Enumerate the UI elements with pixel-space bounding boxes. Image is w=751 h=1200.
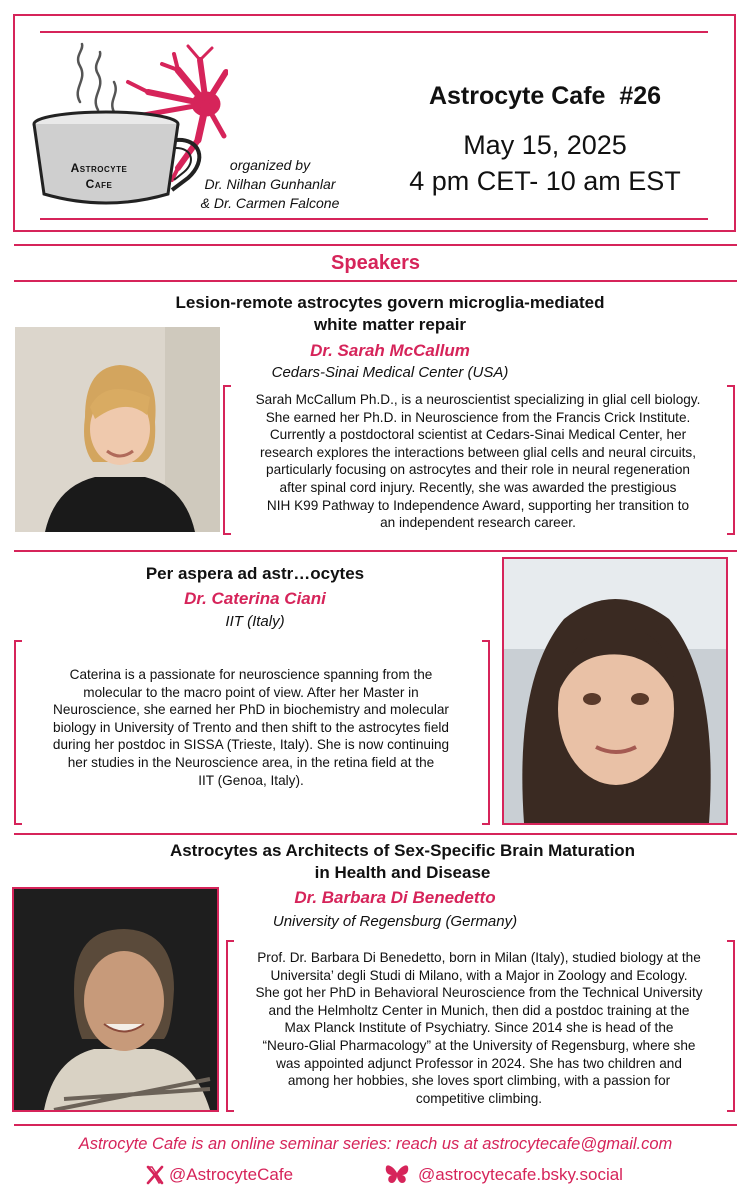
speaker-1-title-line-1: Lesion-remote astrocytes govern microglia-mediated xyxy=(175,293,605,312)
speakers-top-rule xyxy=(14,244,737,246)
speaker-3-talk-title xyxy=(100,840,705,884)
speaker-3-bio-line: was appointed adjunct Professor in 2024. She has two children and xyxy=(276,1055,682,1071)
divider-2 xyxy=(14,833,737,835)
speaker-1-bio-line: She earned her Ph.D. in Neuroscience from the Francis Crick Institute. xyxy=(265,409,691,425)
speaker-2-name: Dr. Caterina Ciani xyxy=(184,589,326,608)
speaker-2-photo xyxy=(502,557,728,825)
organized-by-label: organized by xyxy=(229,157,311,173)
speaker-2-bio-line: during her postdoc in SISSA (Trieste, Italy). She is now continuing xyxy=(52,737,450,753)
speaker-3-name: Dr. Barbara Di Benedetto xyxy=(294,888,496,907)
footer-tagline: Astrocyte Cafe is an online seminar series: reach us at astrocytecafe@gmail.com xyxy=(78,1135,673,1153)
header-bottom-rule xyxy=(40,218,708,220)
header-top-rule xyxy=(40,31,708,33)
speaker-1-photo xyxy=(15,327,220,532)
speaker-3-bio-bracket-right xyxy=(727,940,735,1112)
event-title: Astrocyte Cafe #26 xyxy=(428,82,662,110)
x-handle-link[interactable] xyxy=(145,1162,293,1188)
organizer-2: & Dr. Carmen Falcone xyxy=(200,195,340,211)
organizer-1: Dr. Nilhan Gunhanlar xyxy=(204,176,336,192)
speaker-2-bio xyxy=(22,666,480,789)
speaker-3-bio-line: Prof. Dr. Barbara Di Benedetto, born in Milan (Italy), studied biology at the xyxy=(257,950,701,965)
bsky-handle: @astrocytecafe.bsky.social xyxy=(418,1165,623,1184)
speaker-3-title-line-1: Astrocytes as Architects of Sex-Specific Brain Maturation xyxy=(169,841,636,860)
speaker-1-bio-line: research explores the interactions between glial cells and neural circuits, xyxy=(260,444,696,460)
speaker-1-bio-line: Currently a postdoctoral scientist at Cedars-Sinai Medical Center, her xyxy=(269,427,687,443)
speaker-3-bio-line: competitive climbing. xyxy=(415,1090,543,1106)
speaker-3-photo xyxy=(12,887,219,1112)
speaker-3-bio-line: and the Helmholtz Center in Munich, then did a postdoc training at the xyxy=(268,1002,690,1018)
x-logo-icon xyxy=(145,1165,165,1185)
speaker-2-affiliation: IIT (Italy) xyxy=(225,613,285,630)
speaker-2-bio-line: IIT (Genoa, Italy). xyxy=(198,772,304,788)
speaker-1-affiliation: Cedars-Sinai Medical Center (USA) xyxy=(271,364,509,381)
speaker-3-bio-line: “Neuro-Glial Pharmacology” at the University of Regensburg, where she xyxy=(262,1037,696,1053)
footer-rule xyxy=(14,1124,737,1126)
organizers-block xyxy=(190,156,350,213)
speaker-3-bio-line: Max Planck Institute of Psychiatry. Since 2014 she is head of the xyxy=(284,1020,674,1036)
speaker-1-bio-line: Sarah McCallum Ph.D., is a neuroscientist specializing in glial cell biology. xyxy=(255,392,701,407)
speaker-3-bio-line: among her hobbies, she loves sport climbing, with a passion for xyxy=(287,1073,671,1089)
x-handle: @AstrocyteCafe xyxy=(169,1165,294,1184)
speaker-2-bio-line: biology in University of Trento and then shift to the astrocytes field xyxy=(53,719,449,735)
logo-line-2: Cafe xyxy=(85,177,113,191)
speaker-2-bio-bracket-left xyxy=(14,640,22,825)
speaker-2-bio-bracket-right xyxy=(482,640,490,825)
speaker-1-bio-bracket-left xyxy=(223,385,231,535)
speaker-2-bio-line: molecular to the macro point of view. After her Master in xyxy=(83,684,419,700)
speaker-1-title-line-2: white matter repair xyxy=(313,315,467,334)
speakers-bottom-rule xyxy=(14,280,737,282)
butterfly-icon xyxy=(384,1164,410,1186)
speaker-3-title-line-2: in Health and Disease xyxy=(314,863,491,882)
speaker-1-bio xyxy=(232,391,724,532)
speaker-2-bio-line: Neuroscience, she earned her PhD in biochemistry and molecular xyxy=(53,702,449,718)
speaker-1-bio-line: an independent research career. xyxy=(380,515,576,531)
speaker-2-bio-line: Caterina is a passionate for neuroscience spanning from the xyxy=(69,667,433,682)
logo-line-1: Astrocyte xyxy=(70,161,128,175)
speaker-3-bio-line: She got her PhD in Behavioral Neuroscience from the Technical University xyxy=(255,985,703,1001)
divider-1 xyxy=(14,550,737,552)
bsky-handle-link[interactable] xyxy=(384,1162,623,1188)
speaker-1-bio-line: particularly focusing on astrocytes and their role in neural regeneration xyxy=(266,462,690,478)
speaker-1-name: Dr. Sarah McCallum xyxy=(310,341,470,360)
speaker-1-bio-line: NIH K99 Pathway to Independence Award, supporting her transition to xyxy=(266,497,690,513)
event-time: 4 pm CET- 10 am EST xyxy=(409,166,681,196)
speaker-3-bio-bracket-left xyxy=(226,940,234,1112)
speaker-1-bio-line: after spinal cord injury. Recently, she was awarded the prestigious xyxy=(279,479,677,495)
speaker-2-bio-line: her studies in the Neuroscience area, in the retina field at the xyxy=(67,754,435,770)
logo-text xyxy=(44,160,154,192)
event-date: May 15, 2025 xyxy=(463,130,627,160)
speaker-3-affiliation: University of Regensburg (Germany) xyxy=(272,913,518,930)
speaker-3-bio xyxy=(234,949,724,1107)
speaker-1-bio-bracket-right xyxy=(727,385,735,535)
speaker-3-bio-line: Universita’ degli Studi di Milano, with a Major in Zoology and Ecology. xyxy=(270,967,688,983)
speaker-2-talk-title: Per aspera ad astr…ocytes xyxy=(145,564,365,583)
speakers-heading: Speakers xyxy=(331,252,420,274)
